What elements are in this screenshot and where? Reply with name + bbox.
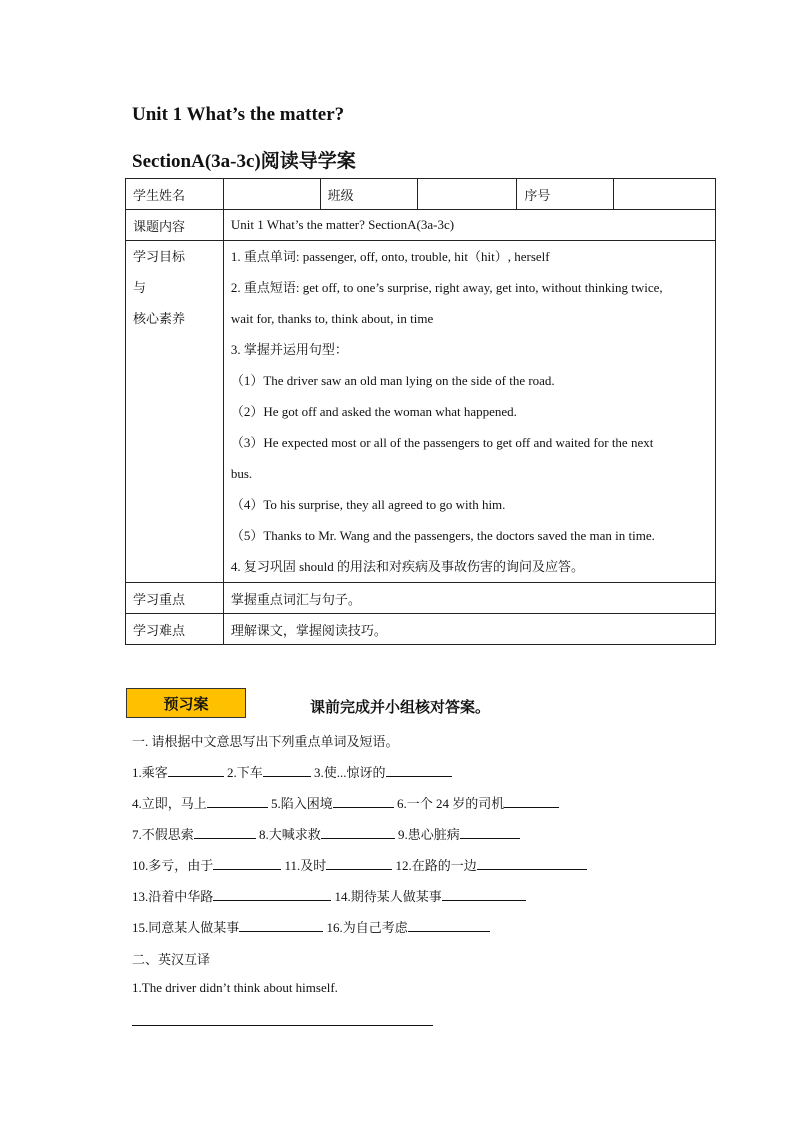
translate-answer-line[interactable] bbox=[132, 1025, 433, 1026]
vocab-item: 15.同意某人做某事 bbox=[132, 920, 240, 935]
vocab-row bbox=[132, 793, 559, 812]
translate-item: 1.The driver didn’t think about himself. bbox=[132, 980, 338, 995]
goal-line: （4）To his surprise, they all agreed to go with him. bbox=[230, 497, 506, 512]
vocab-row bbox=[132, 886, 526, 905]
vocab-item: 11.及时 bbox=[284, 858, 327, 873]
goal-line: 2. 重点短语: get off, to one’s surprise, right away, get into, without thinking twice, bbox=[230, 280, 663, 295]
preview-note: 课前完成并小组核对答案。 bbox=[310, 698, 491, 716]
difficulty-label: 学习难点 bbox=[126, 614, 224, 645]
goal-line: （1）The driver saw an old man lying on the side of the road. bbox=[230, 373, 555, 388]
answer-blank[interactable] bbox=[386, 764, 452, 777]
goals-list bbox=[223, 241, 715, 583]
goals-label-line: 核心素养 bbox=[133, 311, 186, 326]
seq-field[interactable] bbox=[614, 179, 716, 210]
answer-blank[interactable] bbox=[477, 857, 587, 870]
name-label: 学生姓名 bbox=[126, 179, 224, 210]
goal-line: bus. bbox=[230, 466, 253, 481]
vocab-item: 6.一个 24 岁的司机 bbox=[397, 796, 505, 811]
vocab-item: 3.使...惊讶的 bbox=[314, 765, 386, 780]
answer-blank[interactable] bbox=[408, 919, 490, 932]
topic-label: 课题内容 bbox=[126, 210, 224, 241]
answer-blank[interactable] bbox=[326, 857, 392, 870]
answer-blank[interactable] bbox=[333, 795, 394, 808]
vocab-item: 14.期待某人做某事 bbox=[334, 889, 442, 904]
info-table bbox=[125, 178, 716, 645]
goal-line: 4. 复习巩固 should 的用法和对疾病及事故伤害的询问及应答。 bbox=[230, 559, 585, 574]
vocab-row bbox=[132, 917, 490, 936]
vocab-item: 2.下车 bbox=[227, 765, 263, 780]
vocab-item: 8.大喊求救 bbox=[259, 827, 321, 842]
vocab-item: 16.为自己考虑 bbox=[326, 920, 408, 935]
answer-blank[interactable] bbox=[239, 919, 323, 932]
goal-line: wait for, thanks to, think about, in time bbox=[230, 311, 434, 326]
preview-badge: 预习案 bbox=[126, 688, 246, 718]
name-field[interactable] bbox=[223, 179, 320, 210]
goal-line: （2）He got off and asked the woman what happened. bbox=[230, 404, 517, 419]
goal-line: 3. 掌握并运用句型： bbox=[230, 342, 348, 357]
page-subtitle: SectionA(3a-3c)阅读导学案 bbox=[132, 151, 356, 172]
section2-heading: 二、英汉互译 bbox=[132, 952, 211, 967]
class-label: 班级 bbox=[320, 179, 417, 210]
answer-blank[interactable] bbox=[442, 888, 526, 901]
answer-blank[interactable] bbox=[207, 795, 268, 808]
vocab-item: 1.乘客 bbox=[132, 765, 168, 780]
section1-heading: 一. 请根据中文意思写出下列重点单词及短语。 bbox=[132, 734, 399, 749]
vocab-item: 4.立即，马上 bbox=[132, 796, 207, 811]
goals-label-line: 学习目标 bbox=[133, 249, 186, 264]
vocab-row bbox=[132, 824, 520, 843]
difficulty-value: 理解课文，掌握阅读技巧。 bbox=[223, 614, 715, 645]
answer-blank[interactable] bbox=[213, 888, 331, 901]
seq-label: 序号 bbox=[517, 179, 614, 210]
goals-label bbox=[126, 241, 224, 583]
vocab-item: 12.在路的一边 bbox=[395, 858, 477, 873]
vocab-row bbox=[132, 855, 587, 874]
class-field[interactable] bbox=[417, 179, 517, 210]
answer-blank[interactable] bbox=[168, 764, 224, 777]
vocab-item: 13.沿着中华路 bbox=[132, 889, 214, 904]
vocab-item: 9.患心脏病 bbox=[398, 827, 460, 842]
focus-label: 学习重点 bbox=[126, 583, 224, 614]
vocab-item: 5.陷入困境 bbox=[271, 796, 333, 811]
goal-line: （5）Thanks to Mr. Wang and the passengers, the doctors saved the man in time. bbox=[230, 528, 655, 543]
vocab-item: 7.不假思索 bbox=[132, 827, 194, 842]
answer-blank[interactable] bbox=[213, 857, 281, 870]
answer-blank[interactable] bbox=[321, 826, 395, 839]
answer-blank[interactable] bbox=[460, 826, 520, 839]
page-title: Unit 1 What’s the matter? bbox=[132, 104, 345, 125]
topic-value: Unit 1 What’s the matter? SectionA(3a-3c) bbox=[223, 210, 715, 241]
vocab-item: 10.多亏，由于 bbox=[132, 858, 214, 873]
goals-label-line: 与 bbox=[133, 280, 147, 295]
vocab-row bbox=[132, 762, 452, 781]
focus-value: 掌握重点词汇与句子。 bbox=[223, 583, 715, 614]
goal-line: 1. 重点单词: passenger, off, onto, trouble, hit（hit）, herself bbox=[230, 249, 550, 264]
answer-blank[interactable] bbox=[263, 764, 311, 777]
goal-line: （3）He expected most or all of the passengers to get off and waited for the next bbox=[230, 435, 654, 450]
answer-blank[interactable] bbox=[194, 826, 256, 839]
answer-blank[interactable] bbox=[504, 795, 559, 808]
